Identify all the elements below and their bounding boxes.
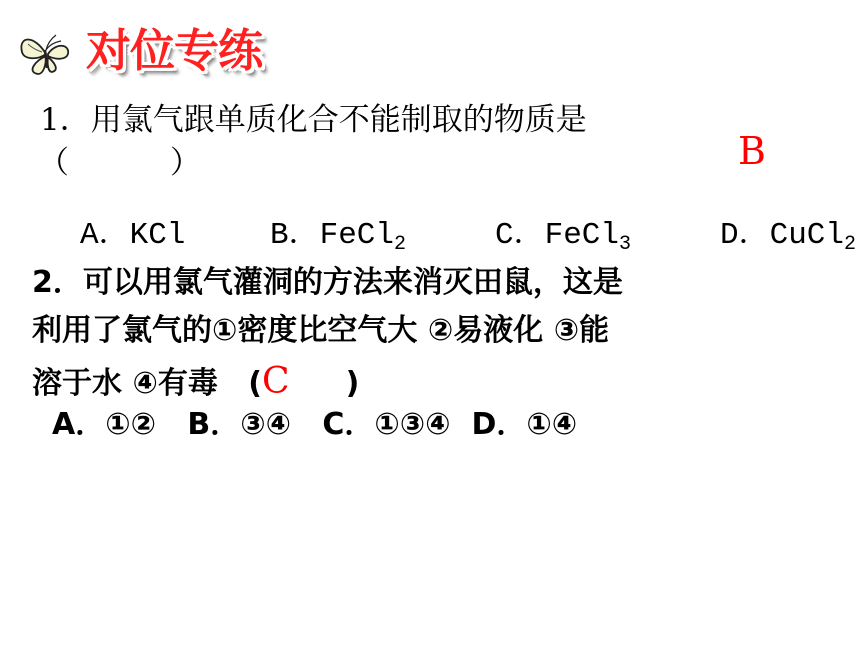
question2-answer: C <box>262 361 290 402</box>
butterfly-icon <box>16 30 76 78</box>
slide-title: 对位专练 <box>86 24 263 77</box>
option-d: D．CuCl$_2$ <box>720 218 857 256</box>
question2-options: A．①② B．③④ C．①③④ D．①④ <box>52 407 578 442</box>
question2-line2: 利用了氯气的①密度比空气大 ②易液化 ③能 <box>32 313 610 348</box>
question2-number: 2 <box>32 265 53 300</box>
question2-line1: 2．可以用氯气灌洞的方法来消灭田鼠，这是 <box>32 265 623 300</box>
question2-line3: 溶于水 ④有毒 (C ) <box>32 361 360 402</box>
option-b: B．FeCl$_2$ <box>270 218 407 256</box>
question1-options <box>80 218 857 256</box>
question1-stem: 1．用氯气跟单质化合不能制取的物质是 <box>40 102 587 138</box>
option-c: C．FeCl$_3$ <box>495 218 632 256</box>
option-a: A．KCl <box>80 218 186 253</box>
question1-paren: （ ） <box>38 145 203 181</box>
question1-answer: B <box>738 129 766 173</box>
